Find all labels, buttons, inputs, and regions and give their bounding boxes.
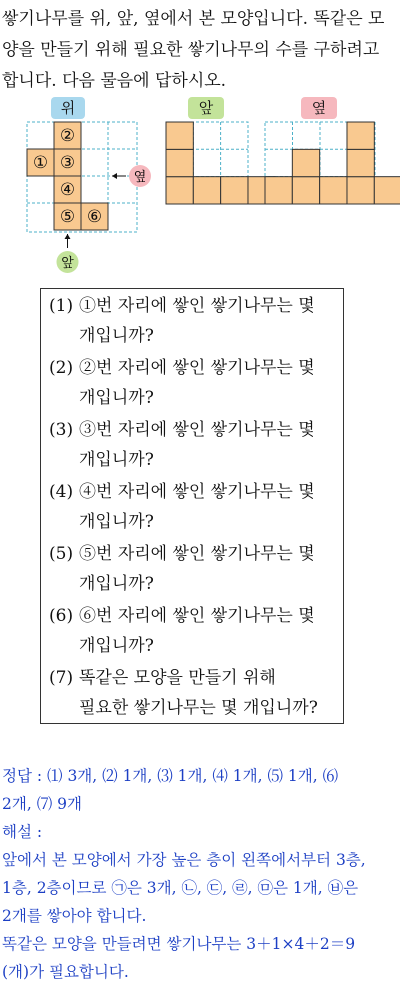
- side-cube: [347, 122, 374, 149]
- explanation-line-3: 2개를 쌓아야 합니다.: [2, 907, 147, 925]
- question-number: (5): [49, 544, 74, 564]
- question-number: (2): [49, 358, 74, 378]
- question-text-cont: 개입니까?: [79, 450, 154, 470]
- question-number: (3): [49, 420, 74, 440]
- answer-line-2: 2개, ⑺ 9개: [2, 795, 82, 813]
- question-number: (6): [49, 606, 74, 626]
- explanation-line-4: 똑같은 모양을 만들려면 쌓기나무는 3＋1×4＋2＝9: [2, 935, 356, 953]
- question-text: ①번 자리에 쌓인 쌓기나무는 몇: [79, 296, 315, 316]
- explanation-heading: 해설 :: [2, 823, 43, 841]
- question-6: [49, 601, 315, 661]
- side-view-label: 옆: [301, 97, 337, 119]
- question-text-cont: 개입니까?: [79, 512, 154, 532]
- question-text: 똑같은 모양을 만들기 위해: [79, 668, 276, 688]
- side-cube: [347, 149, 374, 176]
- question-3: [49, 415, 315, 475]
- question-text: ②번 자리에 쌓인 쌓기나무는 몇: [79, 358, 315, 378]
- cell-label-1: ①: [32, 153, 49, 173]
- question-text-cont: 개입니까?: [79, 636, 154, 656]
- front-cube: [166, 149, 193, 176]
- side-cube: [265, 177, 292, 204]
- front-marker-text: 앞: [61, 256, 74, 271]
- question-2: [49, 353, 315, 413]
- front-arrow-icon: [65, 234, 71, 248]
- side-cube: [347, 177, 374, 204]
- question-text-cont: 개입니까?: [79, 326, 154, 346]
- intro-line-1: 쌓기나무를 위, 앞, 옆에서 본 모양입니다. 똑같은 모: [2, 9, 385, 29]
- question-number: (7): [49, 668, 74, 688]
- answer-line-1: 정답 : ⑴ 3개, ⑵ 1개, ⑶ 1개, ⑷ 1개, ⑸ 1개, ⑹: [2, 767, 339, 785]
- side-cube: [292, 177, 319, 204]
- question-text: ④번 자리에 쌓인 쌓기나무는 몇: [79, 482, 315, 502]
- cell-label-3: ③: [59, 153, 76, 173]
- cell-label-4: ④: [59, 180, 76, 200]
- front-view-label: 앞: [188, 97, 224, 119]
- cell-label-2: ②: [59, 126, 76, 146]
- front-cube: [193, 177, 220, 204]
- cell-label-6: ⑥: [86, 207, 103, 227]
- views-figure: [0, 0, 400, 290]
- question-text: ⑤번 자리에 쌓인 쌓기나무는 몇: [79, 544, 315, 564]
- answer-section: [2, 762, 398, 986]
- side-arrow-icon: [112, 173, 126, 179]
- side-marker-text: 옆: [133, 170, 147, 185]
- explanation-line-1: 앞에서 본 모양에서 가장 높은 층이 왼쪽에서부터 3층,: [2, 851, 366, 869]
- questions-box: [40, 288, 344, 724]
- explanation-line-5: (개)가 필요합니다.: [2, 963, 129, 981]
- question-text-cont: 개입니까?: [79, 388, 154, 408]
- question-1: [49, 291, 315, 351]
- question-number: (4): [49, 482, 74, 502]
- front-cube: [166, 122, 193, 149]
- side-cube: [374, 177, 400, 204]
- question-7: [49, 663, 318, 723]
- intro-line-2: 양을 만들기 위해 필요한 쌓기나무의 수를 구하려고: [2, 40, 380, 60]
- question-4: [49, 477, 315, 537]
- side-cube: [292, 149, 319, 176]
- top-view-label: 위: [51, 97, 85, 119]
- cell-label-5: ⑤: [59, 207, 76, 227]
- question-text: ⑥번 자리에 쌓인 쌓기나무는 몇: [79, 606, 315, 626]
- front-cube: [166, 177, 193, 204]
- front-cube: [221, 177, 248, 204]
- question-text: ③번 자리에 쌓인 쌓기나무는 몇: [79, 420, 315, 440]
- side-cube: [320, 177, 347, 204]
- explanation-line-2: 1층, 2층이므로 ㉠은 3개, ㉡, ㉢, ㉣, ㉤은 1개, ㉥은: [2, 879, 359, 897]
- question-number: (1): [49, 296, 74, 316]
- question-5: [49, 539, 315, 599]
- question-text-cont: 필요한 쌓기나무는 몇 개입니까?: [79, 698, 318, 718]
- question-text-cont: 개입니까?: [79, 574, 154, 594]
- intro-line-3: 합니다. 다음 물음에 답하시오.: [2, 71, 227, 91]
- side-view-cubes: [265, 122, 400, 204]
